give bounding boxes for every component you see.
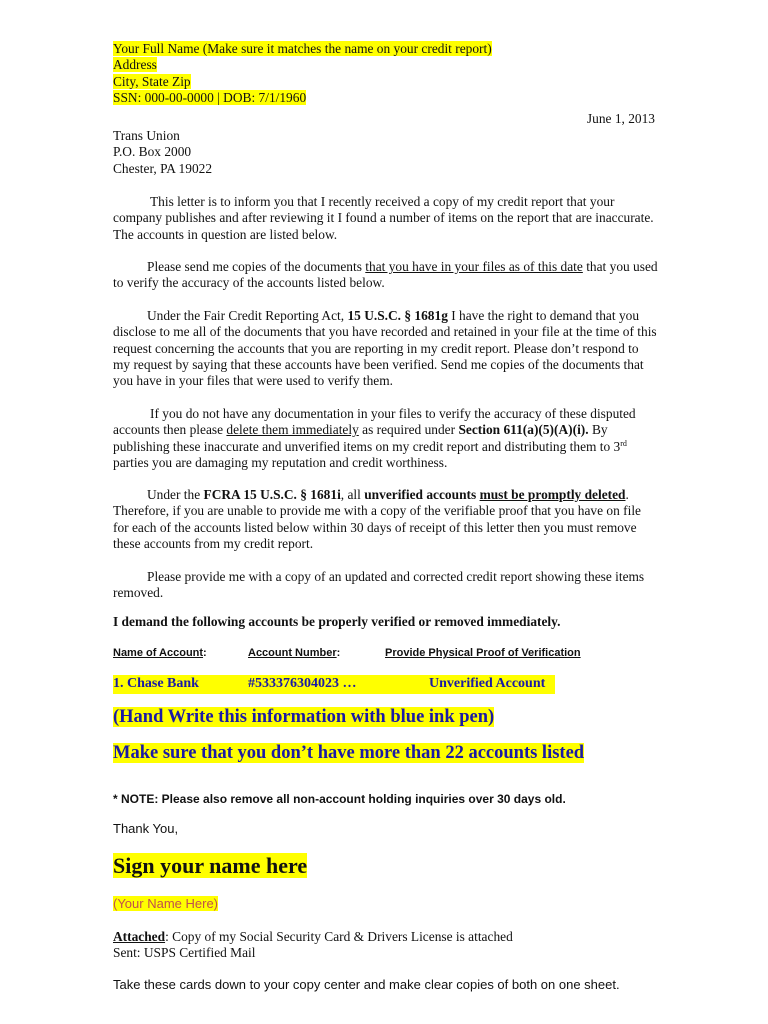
paragraph-3: Under the Fair Credit Reporting Act, 15 U.S.C. § 1681g I have the right to demand that you disclose to me all of the documents that you have recorded and retained in your file at the time of this request concerning the accounts that you are reporting in my credit report. Please don’t respond to my request by saying that these accounts have been verified. Send me copies of the documents that you have in your files that were used to verify them. [113,308,657,389]
recipient-block [113,128,212,177]
account-name: 1. Chase Bank [113,676,199,691]
recipient-city: Chester, PA 19022 [113,160,213,176]
account-status: Unverified Account [429,676,546,691]
paragraph-6: Please provide me with a copy of an updated and corrected credit report showing these items removed. [113,569,645,601]
header-account-number: Account Number: [248,647,341,659]
footer-instruction: Take these cards down to your copy center and make clear copies of both on one sheet. [113,977,620,992]
sender-name: Your Full Name (Make sure it matches the name on your credit report) [113,41,492,56]
paragraph-2: Please send me copies of the documents that you have in your files as of this date that you used to verify the accuracy of the accounts listed below. [113,259,658,291]
sent-line: Sent: USPS Certified Mail [113,945,256,960]
sender-address: Address [113,57,157,73]
paragraph-5: Under the FCRA 15 U.S.C. § 1681i, all unverified accounts must be promptly deleted. Therefore, if you are unable to provide me with a copy of the verifiable proof that you have on file for each of the accounts listed below within 30 days of receipt of this letter then you must remove these accounts from my credit report. [113,487,641,551]
paragraph-4: If you do not have any documentation in your files to verify the accuracy of these disputed accounts then please delete them immediately as required under Section 611(a)(5)(A)(i). By publishing these inaccurate and unverified items on my credit report and distributing them to 3rd parties you are damaging my reputation and credit worthiness. [113,406,636,470]
paragraph-1: This letter is to inform you that I recently received a copy of my credit report that your company publishes and after reviewing it I found a number of items on the report that are inaccurate. The accounts in question are listed below. [113,194,654,242]
demand-statement: I demand the following accounts be properly verified or removed immediately. [113,614,561,629]
sign-here: Sign your name here [113,853,308,878]
header-proof: Provide Physical Proof of Verification [385,647,581,659]
attached-line: Attached: Copy of my Social Security Card & Drivers License is attached [113,929,513,944]
sender-block [113,41,492,106]
recipient-name: Trans Union [113,128,180,143]
account-row [113,675,555,694]
instruction-max-accounts: Make sure that you don’t have more than 22 accounts listed [113,743,585,763]
thank-you: Thank You, [113,821,179,836]
your-name-placeholder: (Your Name Here) [113,896,219,911]
note-inquiries: * NOTE: Please also remove all non-account holding inquiries over 30 days old. [113,792,566,806]
account-number: #533376304023 … [248,676,357,691]
header-name-of-account: Name of Account: [113,647,207,659]
sender-city: City, State Zip [113,73,191,89]
letter-date: June 1, 2013 [586,111,655,126]
instruction-blue-ink: (Hand Write this information with blue ink pen) [113,707,495,727]
account-table-headers [113,647,653,663]
sender-ssn-dob: SSN: 000-00-0000 | DOB: 7/1/1960 [113,89,307,105]
recipient-box: P.O. Box 2000 [113,144,192,160]
